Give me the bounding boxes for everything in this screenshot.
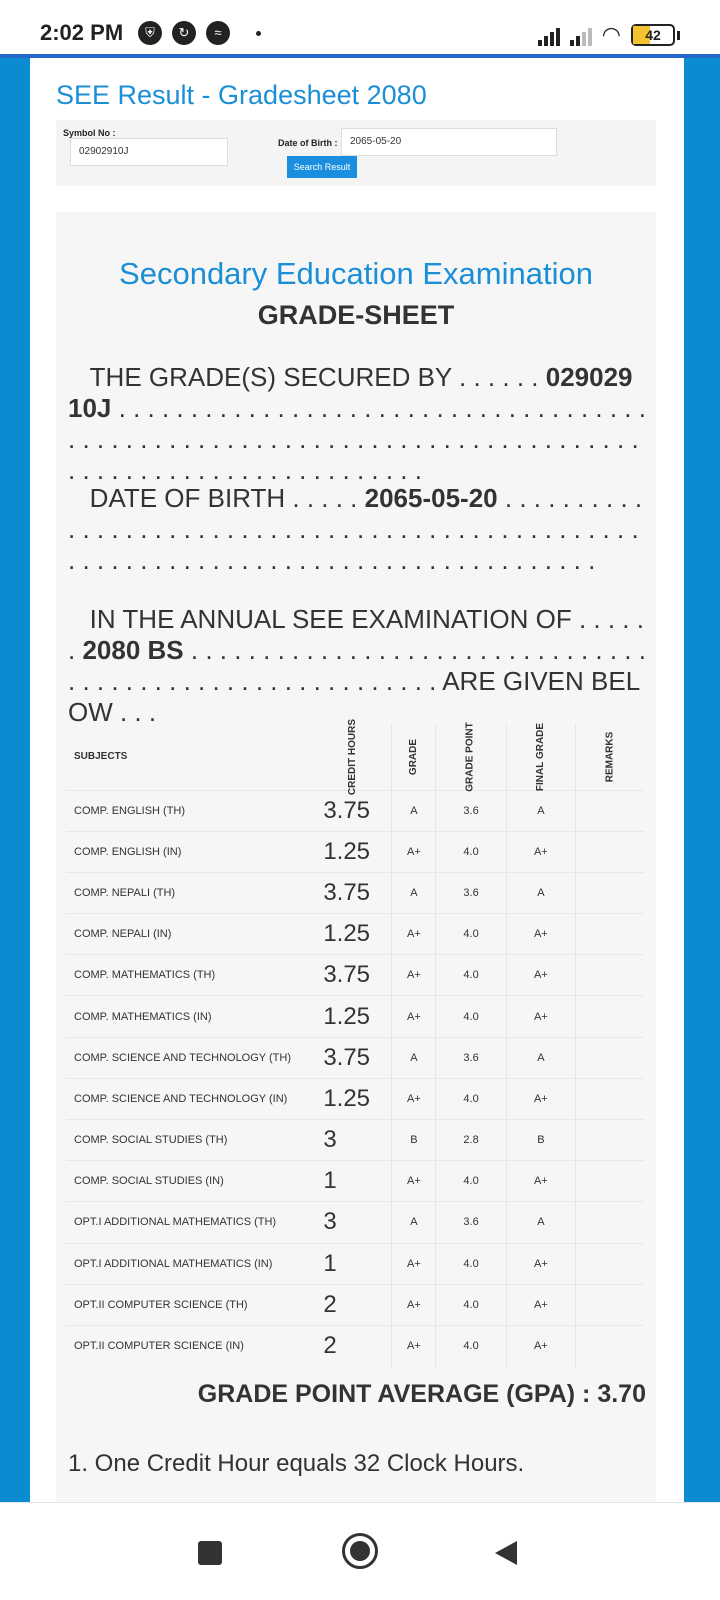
subject-cell: COMP. ENGLISH (TH) <box>66 790 315 831</box>
back-icon[interactable] <box>495 1541 517 1565</box>
search-form <box>56 120 656 186</box>
credit-hours-cell: 1.25 <box>315 914 392 955</box>
final-grade-cell: A+ <box>506 955 575 996</box>
remarks-cell <box>575 1284 644 1325</box>
recent-apps-icon[interactable] <box>198 1541 222 1565</box>
remarks-cell <box>575 955 644 996</box>
secured-by-dots: . . . . . . . . . . . . . . . . . . . . . . . . . . . . . . . . . . . . . . . . . . . . . . . . . . . . . . . . . . . . . . . . . . . . . . . . . . . . . . . . . . . . . . . . . . . . . . . . . . . . . . <box>68 393 646 485</box>
table-row <box>66 1037 644 1078</box>
content-panel <box>30 58 684 1502</box>
table-header-row <box>66 724 644 790</box>
final-grade-cell: A <box>506 790 575 831</box>
grade-cell: A+ <box>392 996 436 1037</box>
table-row <box>66 1202 644 1243</box>
credit-hours-cell: 1 <box>315 1161 392 1202</box>
grade-cell: A+ <box>392 1078 436 1119</box>
final-grade-cell: B <box>506 1120 575 1161</box>
credit-hours-cell: 3.75 <box>315 790 392 831</box>
navigation-bar <box>0 1502 720 1600</box>
grade-point-cell: 4.0 <box>436 1284 506 1325</box>
shield-icon: ⛨ <box>138 21 162 45</box>
grade-cell: A <box>392 872 436 913</box>
grade-cell: A+ <box>392 1161 436 1202</box>
col-grade: GRADE <box>392 724 436 790</box>
table-row <box>66 1284 644 1325</box>
symbol-input[interactable]: 02902910J <box>70 138 228 166</box>
remarks-cell <box>575 1243 644 1284</box>
credit-hours-cell: 3.75 <box>315 1037 392 1078</box>
grades-table <box>66 719 644 1367</box>
table-row <box>66 1120 644 1161</box>
final-grade-cell: A+ <box>506 1243 575 1284</box>
grade-point-cell: 4.0 <box>436 955 506 996</box>
subject-cell: COMP. NEPALI (IN) <box>66 914 315 955</box>
secured-by-text: THE GRADE(S) SECURED BY . . . . . . <box>89 362 539 392</box>
status-time: 2:02 PM <box>40 20 124 45</box>
grade-cell: A+ <box>392 1284 436 1325</box>
subject-cell: COMP. SCIENCE AND TECHNOLOGY (TH) <box>66 1037 315 1078</box>
credit-hours-cell: 1 <box>315 1243 392 1284</box>
exam-title: Secondary Education Examination <box>119 256 593 291</box>
credit-hours-cell: 3 <box>315 1202 392 1243</box>
credit-hours-cell: 1.25 <box>315 996 392 1037</box>
credit-hours-cell: 3 <box>315 1120 392 1161</box>
subject-cell: COMP. MATHEMATICS (IN) <box>66 996 315 1037</box>
final-grade-cell: A+ <box>506 914 575 955</box>
remarks-cell <box>575 1161 644 1202</box>
signal-secondary-icon <box>570 26 592 46</box>
final-grade-cell: A+ <box>506 1284 575 1325</box>
remarks-cell <box>575 1120 644 1161</box>
remarks-cell <box>575 1078 644 1119</box>
exam-year: 2080 BS <box>82 635 184 665</box>
dob-input[interactable]: 2065-05-20 <box>341 128 557 156</box>
battery-level: 42 <box>645 27 661 43</box>
grade-point-cell: 4.0 <box>436 1325 506 1366</box>
subject-cell: OPT.I ADDITIONAL MATHEMATICS (TH) <box>66 1202 315 1243</box>
remarks-cell <box>575 831 644 872</box>
dob-label: Date of Birth : <box>278 138 338 148</box>
grade-cell: A+ <box>392 1325 436 1366</box>
signal-icon <box>538 26 560 46</box>
col-credit-hours: CREDIT HOURS <box>347 719 359 796</box>
subject-cell: OPT.II COMPUTER SCIENCE (IN) <box>66 1325 315 1366</box>
grade-cell: A <box>392 1202 436 1243</box>
grade-cell: B <box>392 1120 436 1161</box>
subject-cell: COMP. MATHEMATICS (TH) <box>66 955 315 996</box>
dob-value: 2065-05-20 <box>364 483 498 513</box>
grade-point-cell: 4.0 <box>436 1161 506 1202</box>
col-final-grade: FINAL GRADE <box>506 724 575 790</box>
table-row <box>66 790 644 831</box>
search-result-button[interactable]: Search Result <box>287 156 357 178</box>
symbol-label: Symbol No : <box>63 128 116 138</box>
table-row <box>66 996 644 1037</box>
subject-cell: COMP. NEPALI (TH) <box>66 872 315 913</box>
grade-point-cell: 4.0 <box>436 1078 506 1119</box>
remarks-cell <box>575 872 644 913</box>
status-bar <box>0 0 720 56</box>
subject-cell: OPT.I ADDITIONAL MATHEMATICS (IN) <box>66 1243 315 1284</box>
table-row <box>66 1161 644 1202</box>
remarks-cell <box>575 914 644 955</box>
table-row <box>66 831 644 872</box>
credit-hours-cell: 1.25 <box>315 831 392 872</box>
grade-cell: A <box>392 1037 436 1078</box>
sync-icon: ↻ <box>172 21 196 45</box>
grade-point-cell: 3.6 <box>436 1202 506 1243</box>
table-row <box>66 955 644 996</box>
grade-point-cell: 3.6 <box>436 872 506 913</box>
exam-tail: ARE GIVEN BELOW . . . <box>68 666 641 727</box>
col-grade-point: GRADE POINT <box>436 724 506 790</box>
secured-by-line <box>68 362 646 485</box>
table-row <box>66 1325 644 1366</box>
grade-point-cell: 4.0 <box>436 1243 506 1284</box>
messenger-icon: ≈ <box>206 21 230 45</box>
credit-hours-cell: 2 <box>315 1284 392 1325</box>
gpa-summary: GRADE POINT AVERAGE (GPA) : 3.70 <box>197 1380 646 1408</box>
final-grade-cell: A <box>506 1202 575 1243</box>
exam-line <box>68 604 646 727</box>
grade-sheet <box>56 212 656 1512</box>
grade-cell: A+ <box>392 831 436 872</box>
final-grade-cell: A+ <box>506 1078 575 1119</box>
grade-point-cell: 3.6 <box>436 1037 506 1078</box>
subject-cell: COMP. SCIENCE AND TECHNOLOGY (IN) <box>66 1078 315 1119</box>
subject-cell: COMP. SOCIAL STUDIES (IN) <box>66 1161 315 1202</box>
credit-hours-cell: 1.25 <box>315 1078 392 1119</box>
exam-dots: . . . . . . . . . . . . . . . . . . . . . . . . . . . . . . . . . . . . . . . . . . . . . . . . . . . . . . . . . . <box>68 635 646 696</box>
symbol-number: 02902910J <box>68 362 633 423</box>
grade-sheet-heading: GRADE-SHEET <box>257 300 455 330</box>
final-grade-cell: A+ <box>506 996 575 1037</box>
table-row <box>66 872 644 913</box>
remarks-cell <box>575 1037 644 1078</box>
remarks-cell <box>575 996 644 1037</box>
credit-hours-cell: 3.75 <box>315 955 392 996</box>
grade-point-cell: 4.0 <box>436 914 506 955</box>
dob-text: DATE OF BIRTH . . . . . <box>89 483 358 513</box>
grade-point-cell: 2.8 <box>436 1120 506 1161</box>
table-row <box>66 1243 644 1284</box>
subject-cell: COMP. ENGLISH (IN) <box>66 831 315 872</box>
grade-point-cell: 3.6 <box>436 790 506 831</box>
final-grade-cell: A+ <box>506 831 575 872</box>
battery-icon <box>631 24 675 46</box>
subject-cell: COMP. SOCIAL STUDIES (TH) <box>66 1120 315 1161</box>
col-remarks: REMARKS <box>575 724 644 790</box>
home-icon[interactable] <box>342 1533 378 1569</box>
subject-cell: OPT.II COMPUTER SCIENCE (TH) <box>66 1284 315 1325</box>
credit-hour-note: 1. One Credit Hour equals 32 Clock Hours. <box>68 1450 525 1477</box>
table-row <box>66 914 644 955</box>
final-grade-cell: A+ <box>506 1325 575 1366</box>
wifi-icon: ◠ <box>601 22 621 47</box>
table-row <box>66 1078 644 1119</box>
credit-hours-cell: 3.75 <box>315 872 392 913</box>
grade-point-cell: 4.0 <box>436 831 506 872</box>
grade-cell: A+ <box>392 955 436 996</box>
remarks-cell <box>575 1325 644 1366</box>
exam-text: IN THE ANNUAL SEE EXAMINATION OF . . . . . . <box>68 604 644 665</box>
notification-dot <box>256 31 261 36</box>
remarks-cell <box>575 790 644 831</box>
final-grade-cell: A <box>506 1037 575 1078</box>
credit-hours-cell: 2 <box>315 1325 392 1366</box>
page-title: SEE Result - Gradesheet 2080 <box>56 80 427 110</box>
grade-cell: A <box>392 790 436 831</box>
remarks-cell <box>575 1202 644 1243</box>
grade-point-cell: 4.0 <box>436 996 506 1037</box>
dob-dots: . . . . . . . . . . . . . . . . . . . . . . . . . . . . . . . . . . . . . . . . . . . . . . . . . . . . . . . . . . . . . . . . . . . . . . . . . . . . . . . . . . . . . . . <box>68 483 643 575</box>
grade-cell: A+ <box>392 914 436 955</box>
final-grade-cell: A+ <box>506 1161 575 1202</box>
battery-tip <box>677 31 680 40</box>
final-grade-cell: A <box>506 872 575 913</box>
col-subjects: SUBJECTS <box>74 751 128 763</box>
dob-line <box>68 483 646 576</box>
grade-cell: A+ <box>392 1243 436 1284</box>
